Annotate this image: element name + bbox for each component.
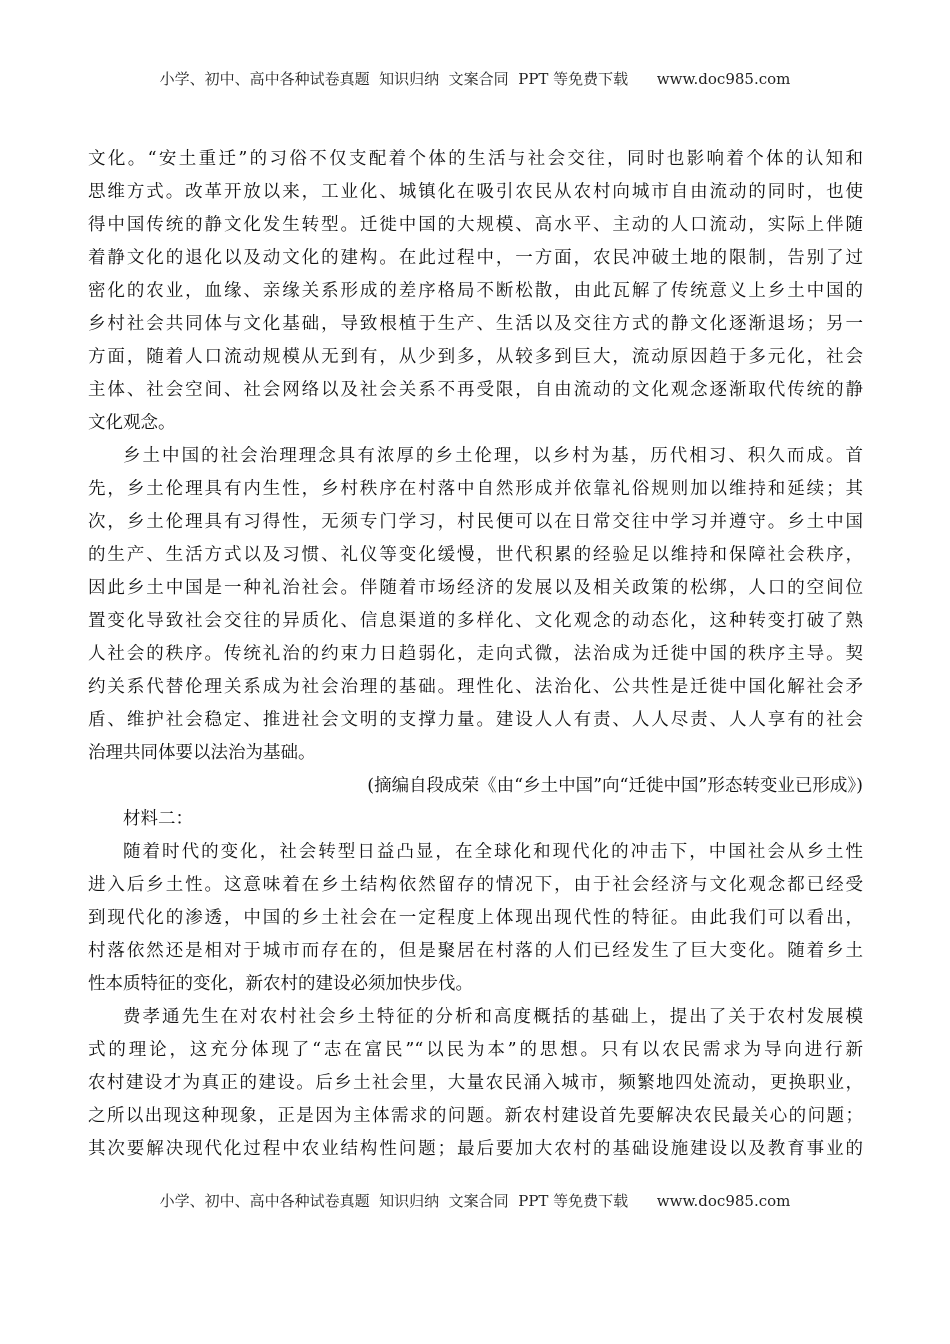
text-line: 乡村社会共同体与文化基础，导致根植于生产、生活以及交往方式的静文化逐渐退场；另一: [88, 314, 863, 334]
page-footer: 小学、初中、高中各种试卷真题 知识归纳 文案合同 PPT 等免费下载 www.doc985.com: [159, 1192, 791, 1210]
text-line: 农村建设才为真正的建设。后乡土社会里，大量农民涌入城市，频繁地四处流动，更换职业，: [88, 1073, 863, 1093]
text-line: 文化观念。: [88, 413, 176, 433]
paragraph-first-line: 费孝通先生在对农村社会乡土特征的分析和高度概括的基础上，提出了关于农村发展模: [123, 1007, 863, 1027]
text-line: 到现代化的渗透，中国的乡土社会在一定程度上体现出现代性的特征。由此我们可以看出，: [88, 908, 863, 928]
text-line: 村落依然还是相对于城市而存在的，但是聚居在村落的人们已经发生了巨大变化。随着乡土: [88, 941, 863, 961]
text-line: 式的理论，这充分体现了“志在富民”“以民为本”的思想。只有以农民需求为导向进行新: [88, 1040, 863, 1060]
text-line: 盾、维护社会稳定、推进社会文明的支撑力量。建设人人有责、人人尽责、人人享有的社会: [88, 710, 863, 730]
text-line: 治理共同体要以法治为基础。: [88, 743, 316, 763]
text-line: 主体、社会空间、社会网络以及社会关系不再受限，自由流动的文化观念逐渐取代传统的静: [88, 380, 863, 400]
article-body: [88, 143, 863, 1166]
text-line: 约关系代替伦理关系成为社会治理的基础。理性化、法治化、公共性是迁徙中国化解社会矛: [88, 677, 863, 697]
text-line: 密化的农业，血缘、亲缘关系形成的差序格局不断松散，由此瓦解了传统意义上乡土中国的: [88, 281, 863, 301]
text-line: 得中国传统的静文化发生转型。迁徙中国的大规模、高水平、主动的人口流动，实际上伴随: [88, 215, 863, 235]
source-citation: (摘编自段成荣《由“乡土中国”向“迁徙中国”形态转变业已形成》): [367, 776, 863, 796]
page-header: 小学、初中、高中各种试卷真题 知识归纳 文案合同 PPT 等免费下载 www.doc985.com: [159, 70, 791, 88]
section-heading: 材料二：: [123, 809, 193, 829]
text-line: 思维方式。改革开放以来，工业化、城镇化在吸引农民从农村向城市自由流动的同时，也使: [88, 182, 863, 202]
text-line: 置变化导致社会交往的异质化、信息渠道的多样化、文化观念的动态化，这种转变打破了熟: [88, 611, 863, 631]
text-line: 的生产、生活方式以及习惯、礼仪等变化缓慢，世代积累的经验足以维持和保障社会秩序，: [88, 545, 863, 565]
text-line: 其次要解决现代化过程中农业结构性问题；最后要加大农村的基础设施建设以及教育事业的: [88, 1139, 863, 1159]
text-line: 着静文化的退化以及动文化的建构。在此过程中，一方面，农民冲破土地的限制，告别了过: [88, 248, 863, 268]
paragraph-first-line: 乡土中国的社会治理理念具有浓厚的乡土伦理，以乡村为基，历代相习、积久而成。首: [123, 446, 863, 466]
text-line: 先，乡土伦理具有内生性，乡村秩序在村落中自然形成并依靠礼俗规则加以维持和延续；其: [88, 479, 863, 499]
text-line: 之所以出现这种现象，正是因为主体需求的问题。新农村建设首先要解决农民最关心的问题；: [88, 1106, 863, 1126]
text-line: 方面，随着人口流动规模从无到有，从少到多，从较多到巨大，流动原因趋于多元化，社会: [88, 347, 863, 367]
text-line: 人社会的秩序。传统礼治的约束力日趋弱化，走向式微，法治成为迁徙中国的秩序主导。契: [88, 644, 863, 664]
paragraph-first-line: 随着时代的变化，社会转型日益凸显，在全球化和现代化的冲击下，中国社会从乡土性: [123, 842, 863, 862]
text-line: 文化。“安土重迁”的习俗不仅支配着个体的生活与社会交往，同时也影响着个体的认知和: [88, 149, 863, 169]
text-line: 性本质特征的变化，新农村的建设必须加快步伐。: [88, 974, 473, 994]
text-line: 因此乡土中国是一种礼治社会。伴随着市场经济的发展以及相关政策的松绑，人口的空间位: [88, 578, 863, 598]
text-line: 次，乡土伦理具有习得性，无须专门学习，村民便可以在日常交往中学习并遵守。乡土中国: [88, 512, 863, 532]
text-line: 进入后乡土性。这意味着在乡土结构依然留存的情况下，由于社会经济与文化观念都已经受: [88, 875, 863, 895]
